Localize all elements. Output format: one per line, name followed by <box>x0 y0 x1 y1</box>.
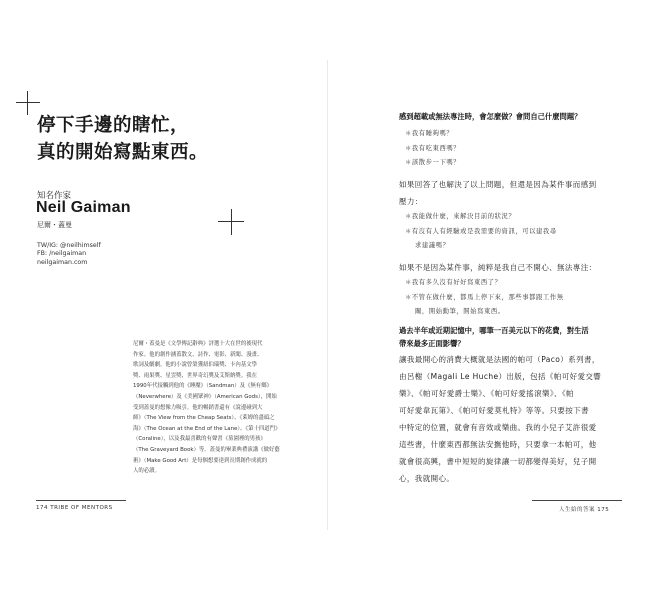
contact-social: TW/IG: @neilhimself <box>37 242 101 249</box>
bio-line: （The Graveyard Book）等。蓋曼的畢業典禮演講《做好藝 <box>133 446 280 453</box>
bio-line: （Coraline），以及我最喜歡的有聲書《墓園裡的男孩》 <box>133 436 266 443</box>
question-line: 帶來最多正面影響？ <box>399 338 465 348</box>
paragraph-2 <box>399 259 597 276</box>
bullet-list-3 <box>405 276 564 320</box>
bio-line: 受到蓋曼的想像力吸引。他的暢銷書還有《說邊碰到大 <box>133 404 263 411</box>
bullet-item: ＊我能做什麼，來解決目前的狀況？ <box>405 213 516 220</box>
bullet-item: ＊我有睡夠嗎？ <box>405 130 454 137</box>
paragraph-3 <box>399 351 601 487</box>
footer-rule-right <box>532 500 622 501</box>
bio-line: （Neverwhere）及《美國眾神》（American Gods），開始 <box>133 393 277 400</box>
title-line: 停下手邊的瞎忙， <box>37 115 190 136</box>
left-page <box>0 0 327 609</box>
paragraph-1 <box>399 176 597 210</box>
bullet-list-1 <box>405 127 460 171</box>
footer-rule-left <box>36 500 126 501</box>
bullet-item-continued: 求建議嗎？ <box>415 242 450 249</box>
author-contacts <box>37 242 101 267</box>
bullet-item: ＊我有吃東西嗎？ <box>405 144 461 152</box>
bio-line: 尼爾・蓋曼是《文學傳記辭典》評選十大在世的後現代 <box>133 341 263 347</box>
title-line: 真的開始寫點東西。 <box>37 142 209 163</box>
paragraph-line: 中特定的位置，就會有音效或樂曲。我的小兒子艾許很愛 <box>399 423 597 432</box>
bio-line: 師》（The View from the Cheap Seats）、《萊姆的盡頭之 <box>133 415 275 422</box>
paragraph-line: 可好愛韋瓦第》、《帕可好愛莫札特》等等。只要按下書 <box>399 406 589 415</box>
author-role: 知名作家 <box>37 191 72 201</box>
author-bio <box>133 339 281 477</box>
bio-line: 獎、雨果獎、星雲獎、世界奇幻獎及艾斯納獎。我在 <box>133 372 257 379</box>
footer-right: 人生給的答案 175 <box>559 507 610 513</box>
paragraph-line: 如果回答了也解決了以上問題，但還是因為某件事而感到 <box>399 180 597 189</box>
paragraph-line: 心，我就開心。 <box>399 474 455 483</box>
contact-website: neilgaiman.com <box>37 258 88 266</box>
bio-line: 術》（Make Good Art）是每個想要達到長期創作成就的 <box>133 457 268 464</box>
question-1: 感到超載或無法專注時，會怎麼做？會問自己什麼問題？ <box>399 112 582 121</box>
paragraph-line: 讓我最開心的消費大概就是法國的帕可（Paco）系列書， <box>399 355 600 364</box>
author-name-zh: 尼爾・蓋曼 <box>37 221 72 229</box>
bullet-item-continued: 關，開始動筆，開始寫東西。 <box>415 308 505 315</box>
paragraph-line: 壓力： <box>399 197 423 206</box>
bullet-list-2 <box>405 210 557 254</box>
footer-left: 174 TRIBE OF MENTORS <box>36 505 113 511</box>
bio-line: 人的必讀。 <box>133 468 160 475</box>
paragraph-line: 由呂榭（Magali Le Huche）出版，包括《帕可好愛交響 <box>399 372 602 381</box>
question-2 <box>399 325 589 350</box>
bullet-item: ＊不管在做什麼，都馬上停下來，那些事都跟工作無 <box>405 293 564 301</box>
chapter-title <box>37 112 208 166</box>
paragraph-line: 這些書，什麼東西都無法安撫他時，只要拿一本帕可，他 <box>399 440 597 449</box>
bio-line: 海》（The Ocean at the End of the Lane）、《第十四道門》 <box>133 425 281 432</box>
bullet-item: ＊該散步一下嗎？ <box>405 159 461 166</box>
author-name-en: Neil Gaiman <box>36 199 131 216</box>
paragraph-line: 如果不是因為某件事，純粹是我自己不開心、無法專注： <box>399 263 597 272</box>
bullet-item: ＊有沒有人有經驗或是我需要的資訊，可以建我尋 <box>405 227 557 235</box>
paragraph-line: 樂》、《帕可好愛爵士樂》、《帕可好愛搖滾樂》、《帕 <box>399 389 574 398</box>
paragraph-line: 就會很高興，書中短短的旋律讓一切都變得美好，兒子開 <box>399 457 597 466</box>
bio-line: 1990年代接觸到他的《睡魔》（Sandman）及《無有鄉》 <box>133 383 272 390</box>
question-line: 過去半年或近期記憶中，哪筆一百美元以下的花費，對生活 <box>399 326 589 335</box>
bio-line: 作家。他的創作涵蓋散文、詩作、電影、新聞、漫畫、 <box>133 351 263 358</box>
bio-line: 歌詞及劇劇。他的小說曾榮獲紐伯瑞獎、卡內基文學 <box>133 362 257 369</box>
bullet-item: ＊我有多久沒有好好寫東西了？ <box>405 279 502 286</box>
contact-facebook: FB: /neilgaiman <box>37 250 87 258</box>
